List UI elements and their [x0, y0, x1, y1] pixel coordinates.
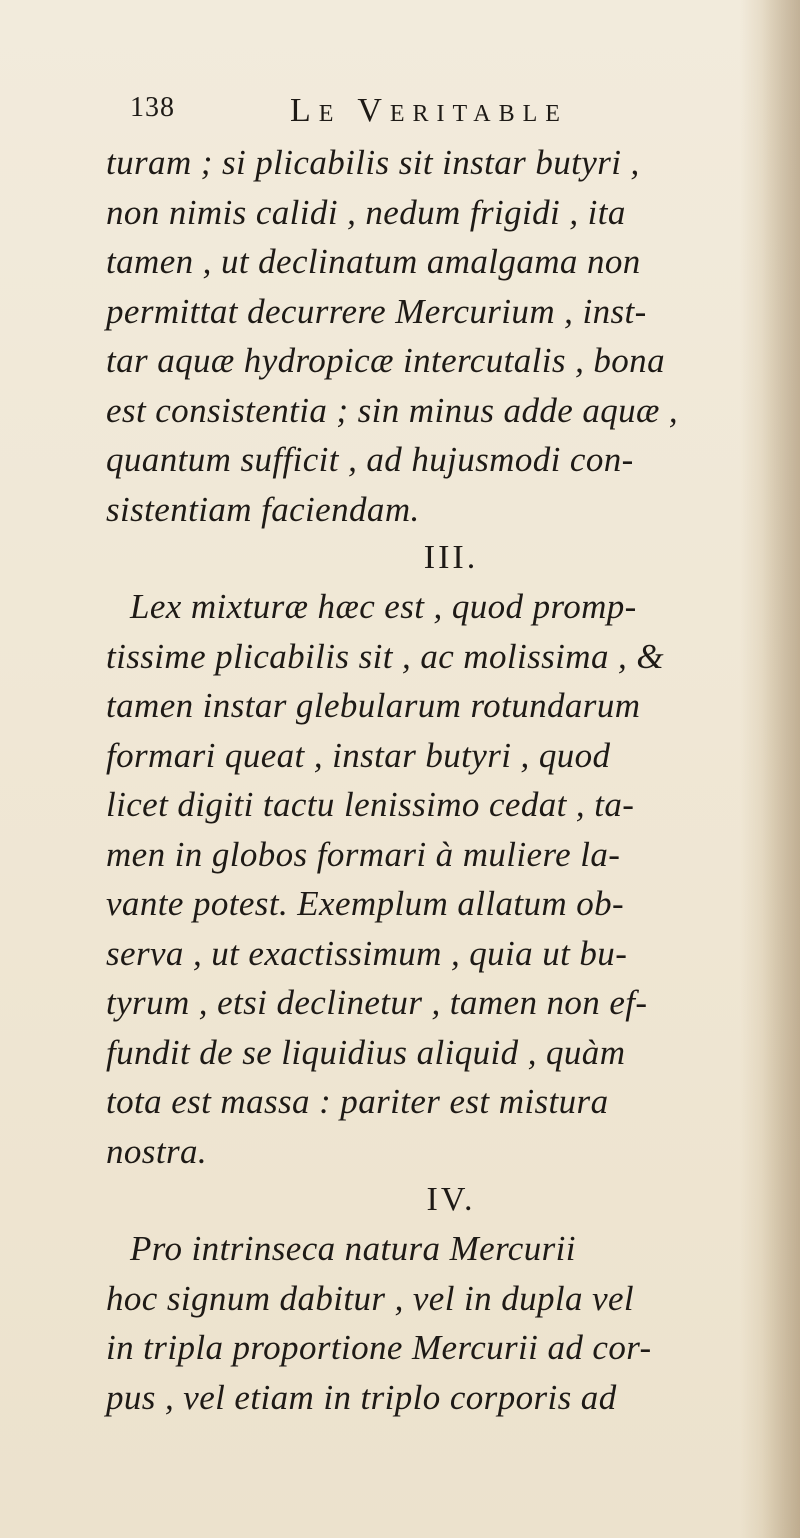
text-line: hoc signum dabitur , vel in dupla vel: [106, 1278, 635, 1318]
text-line: turam ; si plicabilis sit instar butyri ,: [106, 143, 640, 182]
text-line: non nimis calidi , nedum frigidi , ita: [106, 192, 626, 232]
section-4-paragraph: [106, 1224, 766, 1422]
text-line: tota est massa : pariter est mistura: [106, 1082, 609, 1121]
text-line: tar aquæ hydropicæ intercutalis , bona: [106, 341, 665, 380]
text-line: sistentiam faciendam.: [106, 489, 420, 529]
paragraph-1: [106, 138, 766, 534]
text-line: in tripla proportione Mercurii ad cor-: [106, 1328, 652, 1367]
text-line: tamen , ut declinatum amalgama non: [106, 242, 641, 281]
page-number: 138: [130, 92, 175, 123]
text-line: vante potest. Exemplum allatum ob-: [106, 884, 625, 923]
text-line: fundit de se liquidius aliquid , quàm: [106, 1032, 626, 1072]
section-numeral-3: III.: [423, 539, 479, 576]
text-block: [106, 138, 766, 1422]
text-line: est consistentia ; sin minus adde aquæ ,: [106, 390, 679, 430]
running-title: Le Veritable: [290, 92, 568, 129]
text-line: serva , ut exactissimum , quia ut bu-: [106, 933, 628, 973]
text-line: pus , vel etiam in triplo corporis ad: [106, 1377, 617, 1417]
section-3-paragraph: [106, 582, 766, 1176]
page-header: [130, 92, 690, 132]
text-line: quantum sufficit , ad hujusmodi con-: [106, 440, 634, 479]
text-line: formari queat , instar butyri , quod: [106, 735, 611, 775]
page-edge-shadow: [762, 0, 800, 1538]
text-line: Lex mixturæ hæc est , quod promp-: [130, 587, 637, 626]
text-line: permittat decurrere Mercurium , inst-: [106, 291, 647, 331]
text-line: licet digiti tactu lenissimo cedat , ta-: [106, 785, 635, 824]
text-line: tyrum , etsi declinetur , tamen non ef-: [106, 983, 648, 1022]
text-line: nostra.: [106, 1131, 208, 1171]
text-line: men in globos formari à muliere la-: [106, 834, 621, 874]
text-line: tissime plicabilis sit , ac molissima , &: [106, 636, 664, 676]
text-line: Pro intrinseca natura Mercurii: [130, 1229, 576, 1268]
text-line: tamen instar glebularum rotundarum: [106, 686, 641, 725]
section-numeral-4: IV.: [426, 1181, 476, 1218]
